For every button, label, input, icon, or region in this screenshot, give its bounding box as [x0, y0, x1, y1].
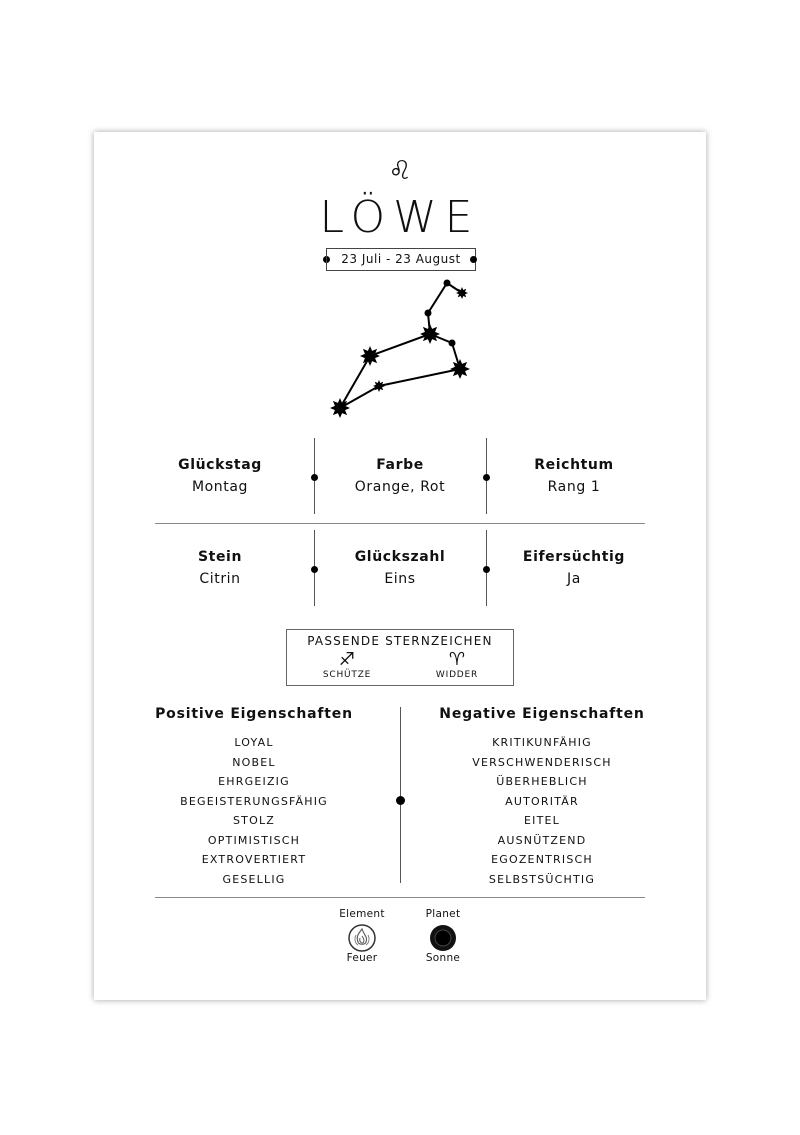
list-item: EHRGEIZIG [218, 775, 290, 788]
attr-label-stone: Stein [197, 549, 243, 565]
negative-traits-heading: Negative Eigenschaften [439, 706, 645, 722]
planet-label: Planet [425, 908, 461, 920]
list-item: EITEL [524, 814, 560, 827]
list-item: NOBEL [232, 755, 276, 769]
divider-vertical [400, 707, 401, 883]
list-item: AUTORITÄR [505, 794, 579, 808]
matching-signs-title: PASSENDE STERNZEICHEN [307, 634, 493, 648]
planet-value: Sonne [425, 952, 461, 964]
list-item: STOLZ [232, 814, 276, 827]
attr-label-jealous: Eifersüchtig [522, 549, 626, 565]
attr-label-lucky-day: Glückstag [178, 457, 262, 473]
star-icon [360, 346, 380, 366]
star-dot [449, 340, 456, 347]
attr-value-jealous: Ja [567, 571, 581, 587]
zodiac-poster [94, 132, 706, 1000]
attr-value-color: Orange, Rot [354, 479, 446, 495]
attr-value-lucky-number: Eins [384, 571, 416, 587]
element-label: Element [339, 908, 385, 920]
matching-sign-name: WIDDER [435, 670, 479, 680]
list-item: KRITIKUNFÄHIG [492, 736, 592, 749]
star-icon [420, 324, 440, 344]
leo-constellation [320, 272, 480, 422]
sign-title: LÖWE [319, 192, 481, 243]
positive-traits-heading: Positive Eigenschaften [155, 706, 353, 722]
list-item: EGOZENTRISCH [491, 853, 593, 866]
star-icon [456, 287, 468, 299]
list-item: VERSCHWENDERISCH [472, 755, 612, 769]
negative-traits-list [422, 733, 662, 889]
list-item: SELBSTSÜCHTIG [488, 872, 596, 886]
leo-symbol-icon: ♌ [388, 156, 412, 186]
divider-dot [396, 796, 405, 805]
sun-planet-icon [428, 923, 458, 953]
element-value: Feuer [346, 952, 378, 964]
matching-signs-box [286, 629, 514, 686]
star-icon [450, 359, 470, 379]
date-range: 23 Juli - 23 August [326, 248, 476, 271]
star-dot [444, 280, 451, 287]
star-dot [425, 310, 432, 317]
list-item: ÜBERHEBLICH [496, 775, 588, 788]
list-item: AUSNÜTZEND [497, 833, 587, 847]
attr-value-wealth: Rang 1 [547, 479, 601, 495]
sagittarius-symbol-icon: ♐ [338, 649, 356, 670]
positive-traits-list [134, 733, 374, 889]
attr-label-color: Farbe [376, 457, 424, 473]
list-item: OPTIMISTISCH [207, 833, 301, 847]
star-icon [330, 398, 350, 418]
list-item: BEGEISTERUNGSFÄHIG [180, 794, 328, 808]
divider-horizontal [155, 897, 645, 898]
matching-sign-name: SCHÜTZE [322, 670, 372, 680]
attr-value-lucky-day: Montag [191, 479, 249, 495]
attr-label-lucky-number: Glückszahl [354, 549, 446, 565]
date-dot-right [470, 256, 477, 263]
list-item: GESELLIG [222, 872, 286, 886]
attr-value-stone: Citrin [199, 571, 241, 587]
list-item: LOYAL [234, 736, 274, 749]
divider-horizontal [155, 523, 645, 524]
fire-element-icon [347, 923, 377, 953]
star-icon [373, 380, 385, 392]
list-item: EXTROVERTIERT [201, 853, 307, 866]
attr-label-wealth: Reichtum [534, 457, 614, 473]
aries-symbol-icon: ♈ [448, 649, 466, 670]
